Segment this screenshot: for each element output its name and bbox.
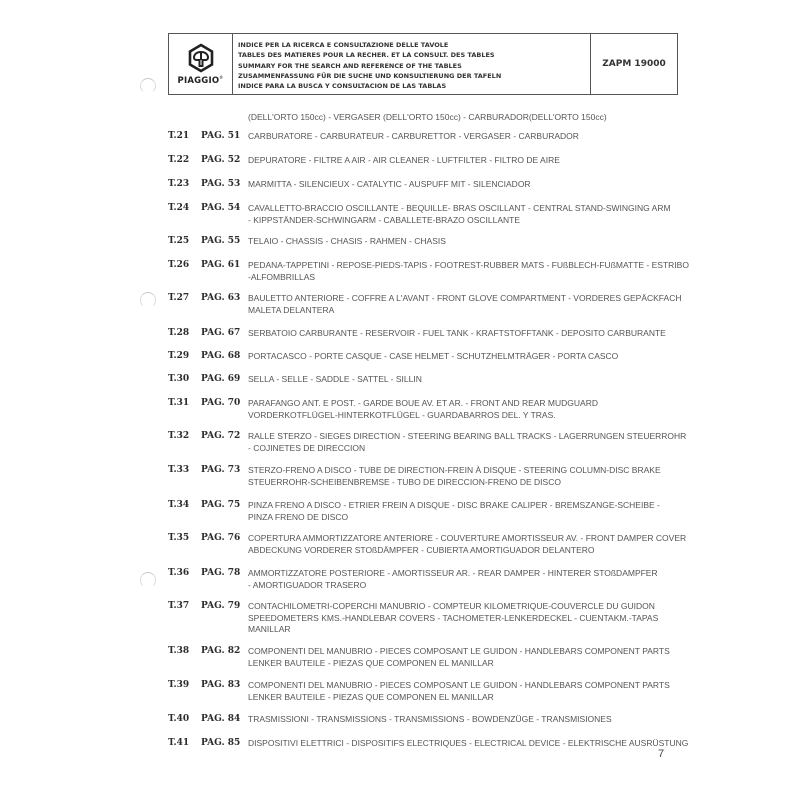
- description-line: DEPURATORE - FILTRE A AIR - AIR CLEANER - LUFTFILTER - FILTRO DE AIRE: [248, 155, 560, 165]
- title-line-fr: TABLES DES MATIERES POUR LA RECHER. ET LA CONSULT. DES TABLES: [238, 51, 495, 60]
- punch-hole-mark: [140, 572, 156, 588]
- entry-description: [248, 533, 686, 556]
- entry-description: [248, 260, 689, 283]
- table-page-reference: [168, 680, 248, 692]
- page-reference: PAG. 76: [201, 533, 241, 543]
- table-number: T.41: [168, 738, 190, 748]
- table-page-reference: [168, 236, 248, 248]
- page-reference: PAG. 83: [201, 680, 241, 690]
- table-page-reference: [168, 533, 248, 545]
- table-page-reference: [168, 260, 248, 272]
- page-reference: PAG. 69: [201, 374, 241, 384]
- index-entry: [168, 179, 678, 191]
- entry-description: [248, 179, 678, 191]
- description-line: PINZA FRENO A DISCO - ETRIER FREIN A DISQUE - DISC BRAKE CALIPER - BREMSZANGE-SCHEIBE -: [248, 500, 660, 510]
- description-line: SELLA - SELLE - SADDLE - SATTEL - SILLIN: [248, 374, 422, 384]
- logo-cell: [169, 34, 233, 94]
- table-number: T.29: [168, 351, 190, 361]
- page-reference: PAG. 84: [201, 714, 241, 724]
- piaggio-hexagon-logo-icon: [186, 43, 216, 73]
- table-number: T.28: [168, 328, 190, 338]
- index-entry: [168, 646, 678, 669]
- table-number: T.37: [168, 601, 190, 611]
- entry-description: [248, 680, 678, 703]
- index-title: [233, 34, 591, 94]
- index-entry: [168, 155, 678, 167]
- table-number: T.32: [168, 431, 190, 441]
- page-reference: PAG. 78: [201, 568, 241, 578]
- index-entry: [168, 328, 678, 340]
- page-reference: PAG. 70: [201, 398, 241, 408]
- punch-hole-mark: [140, 78, 156, 94]
- description-line: STEUERROHR-SCHEIBENBREMSE - TUBO DE DIRECCION-FRENO DE DISCO: [248, 476, 561, 487]
- entry-description: [248, 328, 678, 340]
- table-page-reference: [168, 374, 248, 386]
- page-reference: PAG. 52: [201, 155, 241, 165]
- description-line: CARBURATORE - CARBURATEUR - CARBURETTOR - VERGASER - CARBURADOR: [248, 131, 579, 141]
- table-number: T.26: [168, 260, 190, 270]
- table-number: T.36: [168, 568, 190, 578]
- entry-description: [248, 714, 678, 726]
- description-line: MALETA DELANTERA: [248, 304, 335, 315]
- entry-description: [248, 738, 688, 750]
- description-line: SERBATOIO CARBURANTE - RESERVOIR - FUEL TANK - KRAFTSTOFFTANK - DEPOSITO CARBURANTE: [248, 328, 666, 338]
- page-reference: PAG. 75: [201, 500, 241, 510]
- table-page-reference: [168, 398, 248, 410]
- table-page-reference: [168, 601, 248, 613]
- entry-description: [248, 568, 678, 591]
- description-line: LENKER BAUTEILE - PIEZAS QUE COMPONEN EL MANILLAR: [248, 691, 494, 702]
- description-line: COMPONENTI DEL MANUBRIO - PIECES COMPOSANT LE GUIDON - HANDLEBARS COMPONENT PARTS: [248, 680, 670, 690]
- title-line-de: ZUSAMMENFASSUNG FÜR DIE SUCHE UND KONSULTIERUNG DER TAFELN: [238, 71, 502, 80]
- entry-description: [248, 131, 678, 143]
- description-line: COMPONENTI DEL MANUBRIO - PIECES COMPOSANT LE GUIDON - HANDLEBARS COMPONENT PARTS: [248, 646, 670, 656]
- table-number: T.22: [168, 155, 190, 165]
- description-line: BAULETTO ANTERIORE - COFFRE A L'AVANT - FRONT GLOVE COMPARTMENT - VORDERES GEPÄCKFACH: [248, 293, 682, 303]
- table-page-reference: [168, 351, 248, 363]
- index-entry: [168, 293, 682, 316]
- entry-description: [248, 293, 681, 316]
- index-entry: [168, 465, 678, 488]
- table-number: T.38: [168, 646, 190, 656]
- table-page-reference: [168, 131, 248, 143]
- table-page-reference: [168, 714, 248, 726]
- table-number: T.25: [168, 236, 190, 246]
- table-page-reference: [168, 293, 248, 305]
- table-number: T.31: [168, 398, 190, 408]
- index-entry: [168, 601, 678, 636]
- continued-entry-line: (DELL'ORTO 150cc) - VERGASER (DELL'ORTO 150cc) - CARBURADOR(DELL'ORTO 150cc): [248, 112, 607, 122]
- page-reference: PAG. 72: [201, 431, 241, 441]
- table-page-reference: [168, 179, 248, 191]
- page-reference: PAG. 53: [201, 179, 241, 189]
- index-entry: [168, 738, 689, 750]
- description-line: AMMORTIZZATORE POSTERIORE - AMORTISSEUR AR. - REAR DAMPER - HINTERER STOßDAMPFER: [248, 568, 658, 578]
- table-page-reference: [168, 738, 248, 750]
- table-page-reference: [168, 155, 248, 167]
- description-line: PORTACASCO - PORTE CASQUE - CASE HELMET - SCHUTZHELMTRÄGER - PORTA CASCO: [248, 351, 619, 361]
- document-code: ZAPM 19000: [602, 59, 666, 69]
- description-line: -ALFOMBRILLAS: [248, 271, 316, 282]
- description-line: PINZA FRENO DE DISCO: [248, 511, 349, 522]
- table-page-reference: [168, 465, 248, 477]
- title-line-es: INDICE PARA LA BUSCA Y CONSULTACION DE LAS TABLAS: [238, 82, 447, 91]
- index-entry: [168, 236, 678, 248]
- description-line: DISPOSITIVI ELETTRICI - DISPOSITIFS ELECTRIQUES - ELECTRICAL DEVICE - ELEKTRISCHE AUSRÜSTUNG: [248, 738, 689, 748]
- description-line: TELAIO - CHASSIS - CHASIS - RAHMEN - CHASIS: [248, 236, 446, 246]
- index-entry: [168, 260, 689, 283]
- page-reference: PAG. 55: [201, 236, 241, 246]
- description-line: PEDANA-TAPPETINI - REPOSE-PIEDS-TAPIS - FOOTREST-RUBBER MATS - FUßBLECH-FUßMATTE - ESTRIBO: [248, 260, 689, 270]
- description-line: RALLE STERZO - SIEGES DIRECTION - STEERING BEARING BALL TRACKS - LAGERRUNGEN STEUERROHR: [248, 431, 687, 441]
- entry-description: [248, 500, 678, 523]
- entry-description: [248, 431, 686, 454]
- table-number: T.30: [168, 374, 190, 384]
- description-line: PARAFANGO ANT. E POST. - GARDE BOUE AV. ET AR. - FRONT AND REAR MUDGUARD: [248, 398, 598, 408]
- description-line: VORDERKOTFLÜGEL-HINTERKOTFLÜGEL - GUARDABARROS DEL. Y TRAS.: [248, 409, 556, 420]
- description-line: - KIPPSTÄNDER-SCHWINGARM - CABALLETE-BRAZO OSCILLANTE: [248, 214, 521, 225]
- description-line: MARMITTA - SILENCIEUX - CATALYTIC - AUSPUFF MIT - SILENCIADOR: [248, 179, 531, 189]
- table-number: T.34: [168, 500, 190, 510]
- description-line: ABDECKUNG VORDERER STOßDÄMPFER - CUBIERTA AMORTIGUADOR DELANTERO: [248, 544, 595, 555]
- table-page-reference: [168, 431, 248, 443]
- table-number: T.24: [168, 203, 190, 213]
- entry-description: [248, 203, 678, 226]
- description-line: CAVALLETTO-BRACCIO OSCILLANTE - BEQUILLE- BRAS OSCILLANT - CENTRAL STAND-SWINGING ARM: [248, 203, 671, 213]
- title-line-en: SUMMARY FOR THE SEARCH AND REFERENCE OF THE TABLES: [238, 61, 462, 70]
- page-reference: PAG. 82: [201, 646, 241, 656]
- table-number: T.23: [168, 179, 190, 189]
- index-entry: [168, 568, 678, 591]
- description-line: MANILLAR: [248, 624, 291, 634]
- table-page-reference: [168, 203, 248, 215]
- table-number: T.33: [168, 465, 190, 475]
- page-reference: PAG. 54: [201, 203, 241, 213]
- description-line: - COJINETES DE DIRECCION: [248, 442, 366, 453]
- index-entry: [168, 203, 678, 226]
- entry-description: [248, 155, 678, 167]
- page-number: 7: [658, 748, 665, 760]
- index-entry: [168, 351, 678, 363]
- table-page-reference: [168, 568, 248, 580]
- index-entry: [168, 533, 687, 556]
- punch-hole-mark: [140, 292, 156, 308]
- page-reference: PAG. 79: [201, 601, 241, 611]
- page-reference: PAG. 63: [201, 293, 241, 303]
- table-number: T.39: [168, 680, 190, 690]
- entry-description: [248, 601, 678, 636]
- description-line: CONTACHILOMETRI-COPERCHI MANUBRIO - COMPTEUR KILOMETRIQUE-COUVERCLE DU GUIDON: [248, 601, 655, 611]
- title-line-it: INDICE PER LA RICERCA E CONSULTAZIONE DELLE TAVOLE: [238, 41, 449, 49]
- index-entry: [168, 500, 678, 523]
- entry-description: [248, 374, 678, 386]
- table-page-reference: [168, 646, 248, 658]
- index-entry: [168, 431, 687, 454]
- entry-description: [248, 465, 678, 488]
- description-line: LENKER BAUTEILE - PIEZAS QUE COMPONEN EL MANILLAR: [248, 657, 494, 668]
- page-reference: PAG. 61: [201, 260, 241, 270]
- description-line: TRASMISSIONI - TRANSMISSIONS - TRANSMISSIONS - BOWDENZÜGE - TRANSMISIONES: [248, 714, 612, 724]
- description-line: - AMORTIGUADOR TRASERO: [248, 579, 367, 590]
- index-entry: [168, 680, 678, 703]
- table-number: T.27: [168, 293, 190, 303]
- description-line: COPERTURA AMMORTIZZATORE ANTERIORE - COUVERTURE AMORTISSEUR AV. - FRONT DAMPER COVER: [248, 533, 687, 543]
- description-line: STERZO-FRENO A DISCO - TUBE DE DIRECTION-FREIN À DISQUE - STEERING COLUMN-DISC BRAKE: [248, 465, 661, 475]
- index-entry: [168, 374, 678, 386]
- table-page-reference: [168, 328, 248, 340]
- entry-description: [248, 398, 678, 421]
- entry-description: [248, 236, 678, 248]
- page-reference: PAG. 73: [201, 465, 241, 475]
- table-number: T.40: [168, 714, 190, 724]
- page-reference: PAG. 51: [201, 131, 241, 141]
- table-page-reference: [168, 500, 248, 512]
- index-entry: [168, 131, 678, 143]
- page-reference: PAG. 67: [201, 328, 241, 338]
- entry-description: [248, 351, 678, 363]
- page-reference: PAG. 85: [201, 738, 241, 748]
- description-line: SPEEDOMETERS KMS.-HANDLEBAR COVERS - TACHOMETER-LENKERDECKEL - CUENTAKM.-TAPAS: [248, 612, 659, 623]
- page-reference: PAG. 68: [201, 351, 241, 361]
- entry-description: [248, 646, 678, 669]
- index-entry: [168, 398, 678, 421]
- brand-name: PIAGGIO®: [177, 74, 224, 86]
- table-number: T.21: [168, 131, 190, 141]
- index-header: [168, 33, 678, 95]
- table-number: T.35: [168, 533, 190, 543]
- index-entry: [168, 714, 678, 726]
